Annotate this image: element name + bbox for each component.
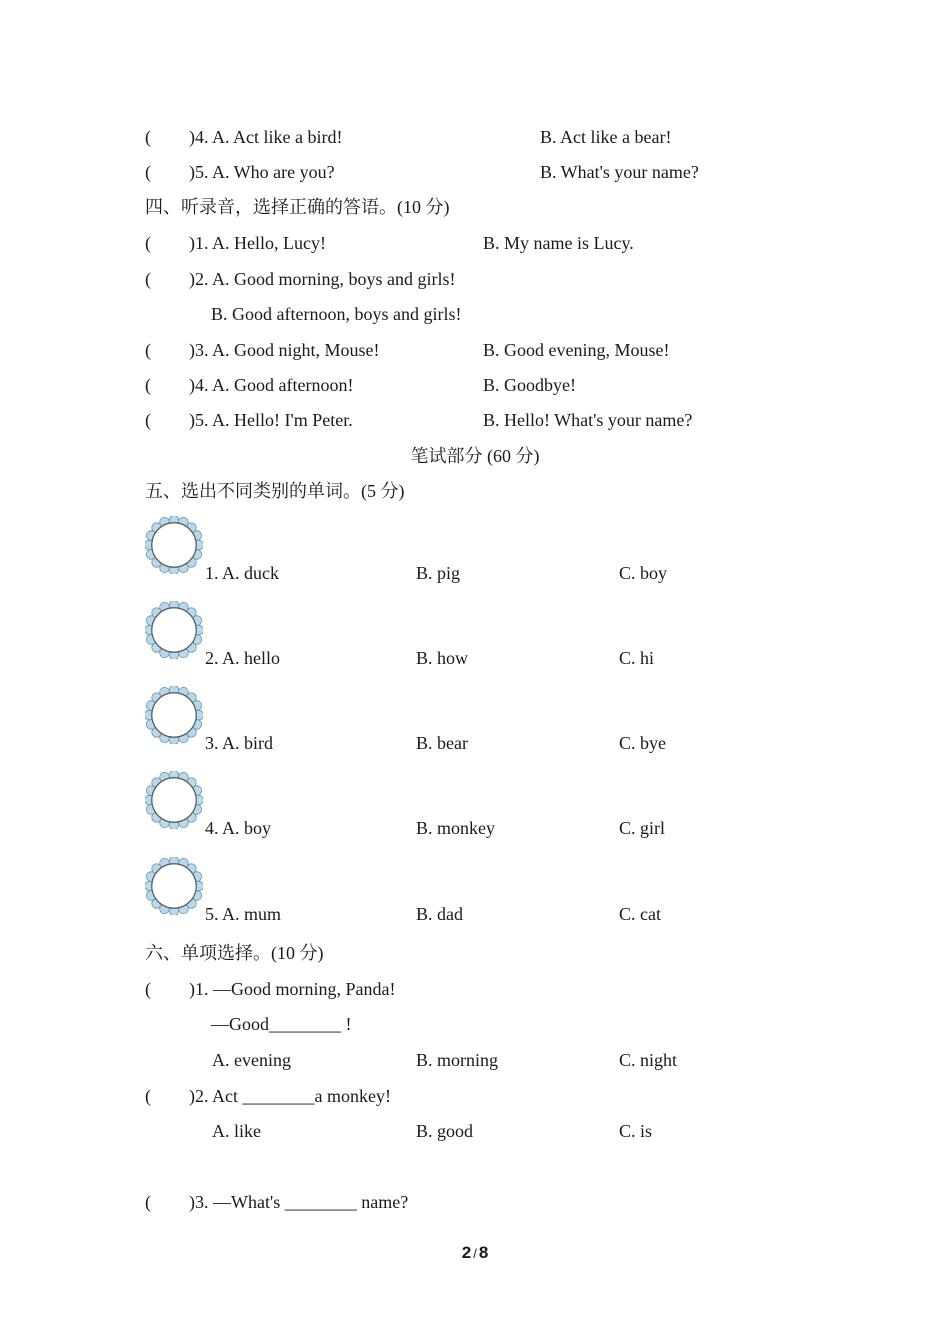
option-b: B. My name is Lucy. <box>483 233 634 253</box>
option-b: B. pig <box>416 563 461 583</box>
question-row <box>145 126 672 148</box>
flower-answer-box-icon[interactable] <box>145 686 203 744</box>
option-a: 4. A. boy <box>205 818 272 838</box>
option-c: C. is <box>619 1121 653 1141</box>
option-b: B. bear <box>416 733 468 753</box>
option-b: B. Goodbye! <box>483 375 576 395</box>
option-b: B. morning <box>416 1050 499 1070</box>
option-c: C. cat <box>619 904 661 924</box>
flower-answer-box-icon[interactable] <box>145 516 203 574</box>
written-part-title: 笔试部分 (60 分) <box>410 446 540 466</box>
page-number <box>0 1243 950 1263</box>
option-a: )5. A. Hello! I'm Peter. <box>189 410 353 430</box>
answer-paren[interactable]: ( <box>145 233 151 253</box>
option-a: 2. A. hello <box>205 648 280 668</box>
option-c: C. girl <box>619 818 666 838</box>
question-row <box>145 1191 408 1213</box>
answer-paren[interactable]: ( <box>145 979 151 999</box>
question-row <box>145 268 455 290</box>
option-a: 1. A. duck <box>205 563 279 583</box>
option-a: )1. A. Hello, Lucy! <box>189 233 326 253</box>
option-b: B. monkey <box>416 818 495 838</box>
question-row <box>145 978 395 1000</box>
question-stem: )1. —Good morning, Panda! <box>189 979 396 999</box>
question-reply: —Good________ ! <box>211 1014 352 1034</box>
answer-paren[interactable]: ( <box>145 410 151 430</box>
option-c: C. night <box>619 1050 678 1070</box>
answer-paren[interactable]: ( <box>145 162 151 182</box>
option-b: B. What's your name? <box>540 162 699 182</box>
option-b: B. Good afternoon, boys and girls! <box>211 304 462 324</box>
page-separator: / <box>473 1246 477 1261</box>
question-stem: )2. Act ________a monkey! <box>189 1086 391 1106</box>
option-b: B. good <box>416 1121 474 1141</box>
option-a: )4. A. Good afternoon! <box>189 375 354 395</box>
section-title: 六、单项选择。(10 分) <box>145 943 324 963</box>
option-a: 3. A. bird <box>205 733 274 753</box>
flower-answer-box-icon[interactable] <box>145 601 203 659</box>
option-c: C. hi <box>619 648 655 668</box>
total-pages: 8 <box>478 1243 489 1262</box>
option-c: C. bye <box>619 733 666 753</box>
answer-paren[interactable]: ( <box>145 340 151 360</box>
option-a: 5. A. mum <box>205 904 282 924</box>
flower-answer-box-icon[interactable] <box>145 857 203 915</box>
question-stem: )3. —What's ________ name? <box>189 1192 409 1212</box>
current-page: 2 <box>461 1243 472 1262</box>
question-row <box>145 409 693 431</box>
option-b: B. Good evening, Mouse! <box>483 340 670 360</box>
answer-paren[interactable]: ( <box>145 375 151 395</box>
option-a: )5. A. Who are you? <box>189 162 335 182</box>
section-title: 五、选出不同类别的单词。(5 分) <box>145 481 405 501</box>
question-row <box>145 161 699 183</box>
option-a: )2. A. Good morning, boys and girls! <box>189 269 456 289</box>
answer-paren[interactable]: ( <box>145 127 151 147</box>
question-row <box>145 1085 391 1107</box>
option-b: B. dad <box>416 904 463 924</box>
question-row <box>145 339 670 361</box>
option-a: )3. A. Good night, Mouse! <box>189 340 380 360</box>
option-b: B. Hello! What's your name? <box>483 410 693 430</box>
answer-paren[interactable]: ( <box>145 269 151 289</box>
option-a: A. evening <box>212 1050 291 1070</box>
option-a: )4. A. Act like a bird! <box>189 127 343 147</box>
question-row <box>145 374 576 396</box>
flower-answer-box-icon[interactable] <box>145 771 203 829</box>
option-b: B. Act like a bear! <box>540 127 672 147</box>
answer-paren[interactable]: ( <box>145 1192 151 1212</box>
question-row <box>145 232 634 254</box>
option-b: B. how <box>416 648 469 668</box>
answer-paren[interactable]: ( <box>145 1086 151 1106</box>
option-a: A. like <box>212 1121 261 1141</box>
option-c: C. boy <box>619 563 668 583</box>
section-title: 四、听录音，选择正确的答语。(10 分) <box>145 197 450 217</box>
